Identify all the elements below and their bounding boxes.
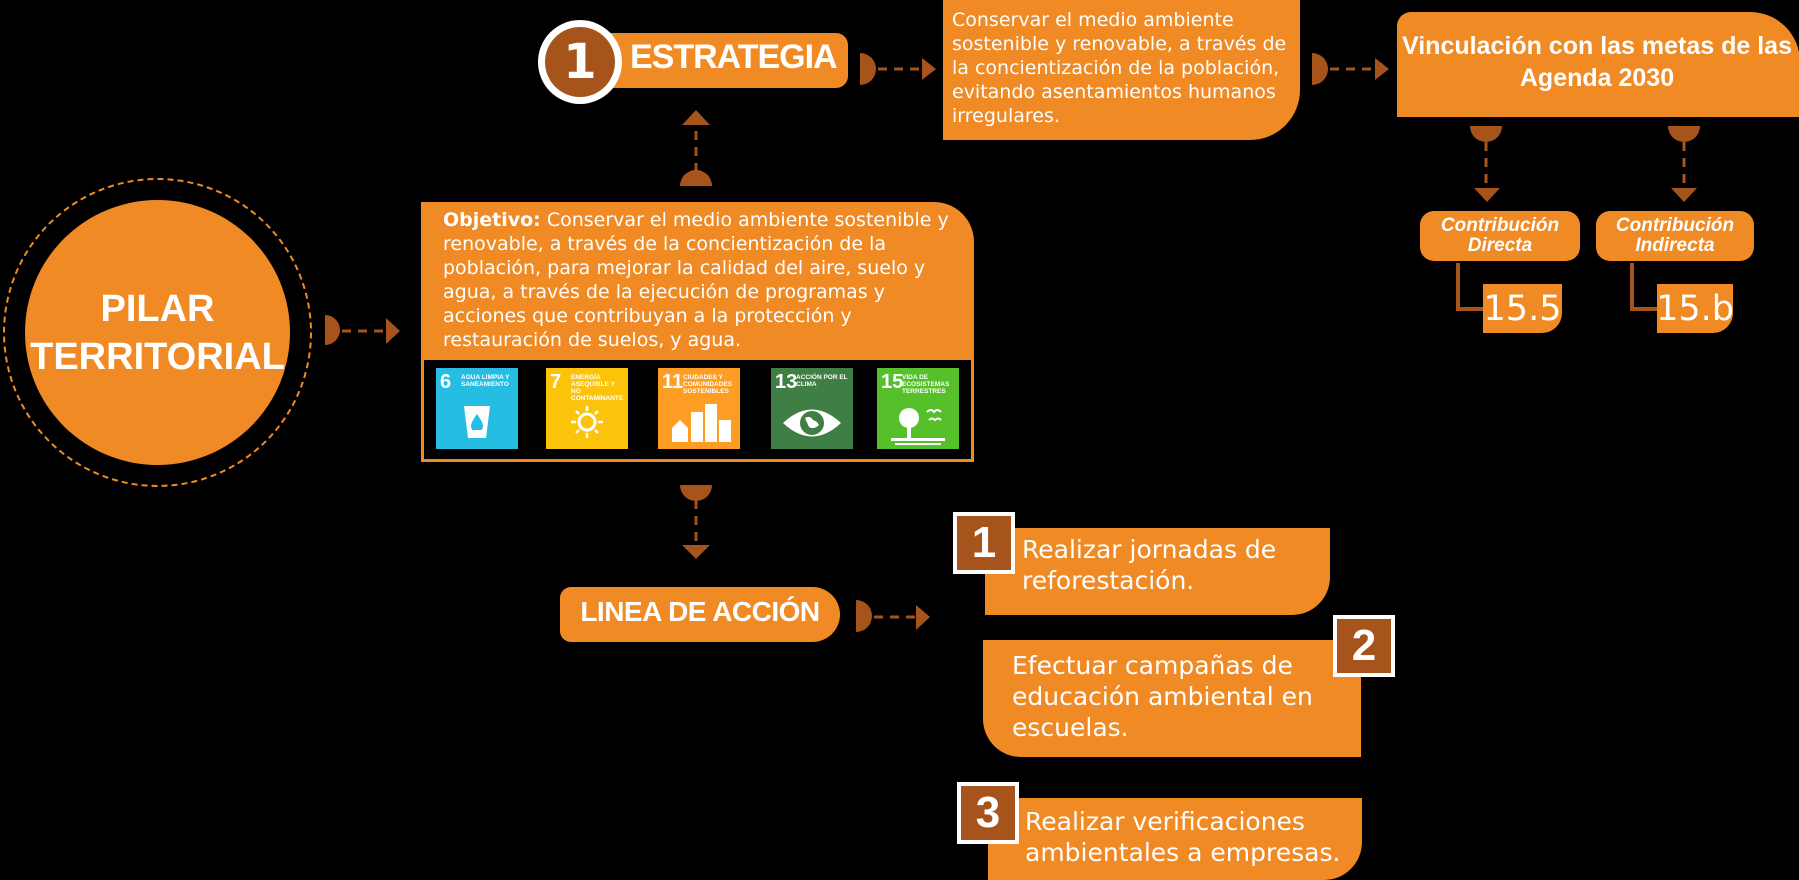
sdg-number: 6 xyxy=(440,371,452,393)
connector-half-dot xyxy=(1470,126,1502,142)
meta-directa: 15.5 xyxy=(1483,284,1562,333)
pilar-title-line2: TERRITORIAL xyxy=(30,335,285,378)
connector-half-dot xyxy=(680,485,712,501)
sdg-13-tile xyxy=(771,368,853,449)
contribucion-directa-badge xyxy=(1420,211,1580,261)
action-1-line2: reforestación. xyxy=(1022,566,1195,595)
action-1-line1: Realizar jornadas de xyxy=(1022,535,1277,564)
arrow-head xyxy=(1671,188,1697,202)
sdg-6-tile xyxy=(436,368,518,449)
action-number-3: 3 xyxy=(957,782,1019,844)
connector-half-dot xyxy=(1312,53,1328,85)
sdg-11-tile xyxy=(658,368,740,449)
objetivo-body: Conservar el medio ambiente sostenible y renovable, a través de la concientización de la población, para mejorar la calidad del aire, suelo y agua, a través de la ejecución de programas y acciones que contribuyan a la protección y restauración de suelos, y agua. xyxy=(443,209,949,351)
connector-half-dot xyxy=(680,170,712,186)
sdg-number: 13 xyxy=(775,371,798,393)
contribucion-directa-line1: Contribución xyxy=(1440,215,1560,236)
action-3-line1: Realizar verificaciones xyxy=(1025,807,1305,836)
objetivo-label: Objetivo: xyxy=(443,209,541,231)
meta-indirecta: 15.b xyxy=(1657,284,1733,333)
contribucion-indirecta-line1: Contribución xyxy=(1615,215,1735,236)
estrategia-number: 1 xyxy=(545,27,615,97)
agenda-title: Vinculación con las metas de las Agenda 2030 xyxy=(1402,32,1792,92)
estrategia-text: Conservar el medio ambiente sostenible y renovable, a través de la concientización de la población, evitando asentamientos humanos irregulares. xyxy=(952,9,1287,127)
connector-half-dot xyxy=(860,53,876,85)
sdg-number: 11 xyxy=(662,371,684,393)
sdg-7-tile xyxy=(546,368,628,449)
connector-half-dot xyxy=(1668,126,1700,142)
estrategia-label: ESTRATEGIA xyxy=(630,38,837,76)
sdg-title: VIDA DE ECOSISTEMAS TERRESTRES xyxy=(902,374,950,395)
arrow-head xyxy=(1474,188,1500,202)
action-3-line2: ambientales a empresas. xyxy=(1025,838,1341,867)
contribucion-directa-line2: Directa xyxy=(1467,235,1533,256)
action-text-3 xyxy=(1025,806,1340,868)
linea-accion-label: LINEA DE ACCIÓN xyxy=(580,596,820,627)
contribucion-indirecta-line2: Indirecta xyxy=(1635,235,1715,256)
action-text-1 xyxy=(1022,534,1276,596)
pilar-title-line1: PILAR xyxy=(100,287,215,330)
sdg-15-tile xyxy=(877,368,959,449)
arrow-head xyxy=(386,318,400,344)
arrow-head xyxy=(916,605,930,630)
sdg-title: ACCIÓN POR EL CLIMA xyxy=(796,374,848,388)
action-text-2 xyxy=(1012,650,1313,743)
action-2-line2: educación ambiental en xyxy=(1012,682,1313,711)
sdg-number: 7 xyxy=(550,371,562,393)
arrow-head xyxy=(682,545,710,559)
sdg-title: CIUDADES Y COMUNIDADES SOSTENIBLES xyxy=(683,374,733,395)
sdg-title: ENERGÍA ASEQUIBLE Y NO CONTAMINANTE xyxy=(571,374,624,402)
action-2-line1: Efectuar campañas de xyxy=(1012,651,1293,680)
sdg-title: AGUA LIMPIA Y SANEAMIENTO xyxy=(461,374,510,388)
contribucion-indirecta-badge xyxy=(1596,211,1754,261)
connector-half-dot xyxy=(856,600,872,632)
connector-half-dot xyxy=(325,315,340,345)
sdg-number: 15 xyxy=(881,371,904,393)
action-number-1: 1 xyxy=(953,512,1015,574)
action-number-2: 2 xyxy=(1333,615,1395,677)
arrow-head xyxy=(1375,58,1389,80)
arrow-head xyxy=(922,58,936,80)
arrow-head xyxy=(682,110,710,125)
pilar-circle xyxy=(25,200,290,465)
action-2-line3: escuelas. xyxy=(1012,713,1129,742)
objetivo-text xyxy=(443,208,963,352)
